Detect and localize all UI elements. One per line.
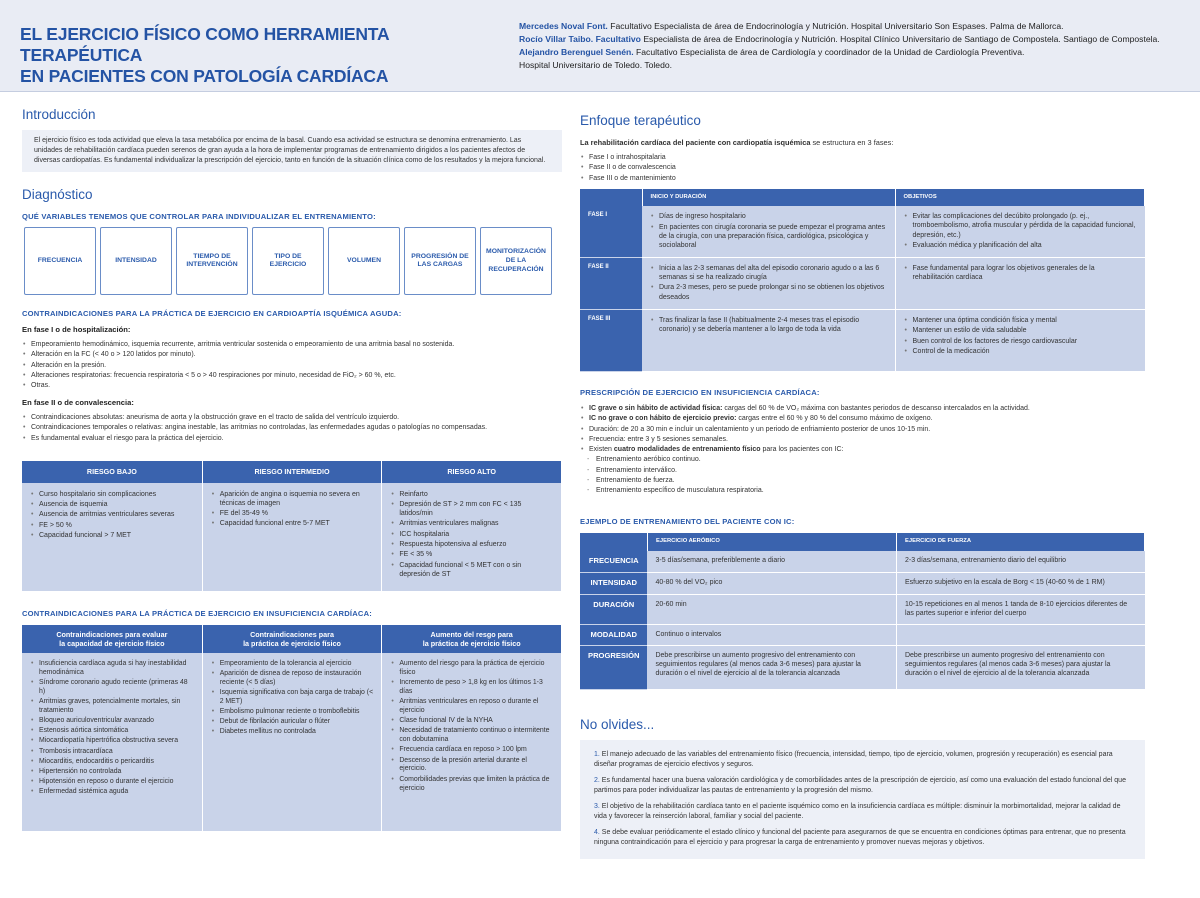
variable-box: TIEMPO DE INTERVENCIÓN bbox=[176, 227, 248, 295]
variables-row bbox=[24, 227, 562, 295]
list-item: - Entrenamiento de fuerza. bbox=[580, 476, 1145, 485]
list-item: • Fase II o de convalescencia bbox=[580, 163, 1145, 172]
ej-row-label: PROGRESIÓN bbox=[580, 646, 647, 690]
list-item: • Fase III o de mantenimiento bbox=[580, 174, 1145, 183]
phase-label: FASE III bbox=[580, 310, 642, 372]
modalidades-list bbox=[580, 455, 1145, 495]
list-item: • Bloqueo auriculoventricular avanzado bbox=[30, 717, 194, 726]
variable-box: VOLUMEN bbox=[328, 227, 400, 295]
ic-header: Contraindicaciones para evaluar la capacidad de ejercicio físico bbox=[22, 625, 202, 653]
list-item: • Miocarditis, endocarditis o pericarditis bbox=[30, 758, 194, 767]
contra-ic-subtitle: CONTRAINDICACIONES PARA LA PRÁCTICA DE EJERCICIO EN INSUFICIENCIA CARDÍACA: bbox=[22, 608, 372, 618]
list-item: • IC grave o sin hábito de actividad física: cargas del 60 % de VO₂ máxima con bastantes periodos de descanso intercalados en la actividad. bbox=[580, 404, 1145, 413]
ic-cell bbox=[22, 653, 202, 831]
list-item: - Entrenamiento específico de musculatura respiratoria. bbox=[580, 486, 1145, 495]
contra-isquemica-subtitle: CONTRAINDICACIONES PARA LA PRÁCTICA DE EJERCICIO EN CARDIOAPTÍA ISQUÉMICA AGUDA: bbox=[22, 309, 402, 319]
ejemplo-table bbox=[580, 533, 1145, 690]
list-item: • Hipertensión no controlada bbox=[30, 768, 194, 777]
phase-label: FASE II bbox=[580, 258, 642, 310]
phase-inicio bbox=[642, 258, 895, 310]
list-item: 2. Es fundamental hacer una buena valoración cardiológica y de comorbilidades antes de la prescripción de ejercicio, así como una evaluación del estado funcional del que partimos para poder individualizar las pautas de entrenamiento y la progresión del mismo. bbox=[594, 776, 1126, 795]
list-item: • Ausencia de isquemia bbox=[30, 500, 194, 509]
ej-cell: 2-3 días/semana, entrenamiento diario del equilibrio bbox=[896, 551, 1144, 573]
ejemplo-subtitle: EJEMPLO DE ENTRENAMIENTO DEL PACIENTE CON IC: bbox=[580, 517, 795, 527]
phases-corner bbox=[580, 189, 642, 207]
list-item: • Capacidad funcional > 7 MET bbox=[30, 531, 194, 540]
list-item: • Contraindicaciones absolutas: aneurisma de aorta y la obstrucción grave en el tracto de salida del ventrículo izquierdo. bbox=[22, 413, 562, 422]
list-item: • Empeoramiento de la tolerancia al ejercicio bbox=[211, 660, 374, 669]
ej-cell: 20-60 min bbox=[647, 595, 896, 625]
intro-text: El ejercicio físico es toda actividad que eleva la tasa metabólica por encima de la basal. Cuando esa actividad se estructura se denomina entrenamiento. Las unidades de rehabilitación cardíaca pueden serenos de gran ayuda a la hora de implementar programas de entrenamiento dirigidos a los pacientes afectos de diversas cardiopatías. Es fundamental individualizar la prescripción del ejercicio, tanto en función de la situación clínica como de los resultados y la mejora funcional. bbox=[22, 130, 562, 172]
variable-box: TIPO DE EJERCICIO bbox=[252, 227, 324, 295]
ic-cell bbox=[202, 653, 382, 831]
list-item: • Incremento de peso > 1,8 kg en los últimos 1-3 días bbox=[390, 679, 553, 697]
author-line: Alejandro Berenguel Senén. Facultativo Especialista de área de Cardiología y coordinador de la Unidad de Cardiología Preventiva. bbox=[519, 46, 1025, 57]
list-item: • Mantener una óptima condición física y mental bbox=[904, 316, 1137, 325]
list-item: • Insuficiencia cardíaca aguda si hay inestabilidad hemodinámica bbox=[30, 660, 194, 678]
list-item: • Otras. bbox=[22, 381, 562, 390]
risk-cell bbox=[202, 483, 382, 591]
list-item: • Alteraciones respiratorias: frecuencia respiratoria < 5 o > 40 respiraciones por minuto, necesidad de FiO₂ > 60 %, etc. bbox=[22, 371, 562, 380]
fase2-heading: En fase II o de convalescencia: bbox=[22, 398, 134, 408]
list-item: • FE < 35 % bbox=[390, 550, 553, 559]
list-item: 1. El manejo adecuado de las variables del entrenamiento físico (frecuencia, intensidad, tiempo, tipo de ejercicio, volumen, progresión y recuperación) es esencial para diseñar programas de ejercicio efectivos y seguros. bbox=[594, 750, 1113, 769]
list-item: • Existen cuatro modalidades de entrenamiento físico para los pacientes con IC: bbox=[580, 445, 1145, 454]
author-line: Hospital Universitario de Toledo. Toledo. bbox=[519, 59, 673, 70]
variable-box: INTENSIDAD bbox=[100, 227, 172, 295]
phase-inicio bbox=[642, 310, 895, 372]
list-item: • Control de la medicación bbox=[904, 347, 1137, 356]
list-item: • Evitar las complicaciones del decúbito prolongado (p. ej., tromboembolismo, atrofia muscular y pérdida de la capacidad funcional, depresión, etc.) bbox=[904, 212, 1137, 239]
risk-header: RIESGO ALTO bbox=[382, 461, 562, 483]
list-item: • Capacidad funcional entre 5-7 MET bbox=[211, 519, 374, 528]
list-item: • Aparición de disnea de reposo de instauración reciente (< 5 días) bbox=[211, 670, 374, 688]
ej-row-label: DURACIÓN bbox=[580, 595, 647, 625]
list-item: • IC no grave o con hábito de ejercicio previo: cargas entre el 60 % y 80 % del consumo máximo de oxígeno. bbox=[580, 414, 1145, 423]
phases-table bbox=[580, 189, 1145, 372]
phase-objetivos bbox=[895, 258, 1145, 310]
ic-header: Contraindicaciones para la práctica de ejercicio físico bbox=[202, 625, 382, 653]
list-item: • Comorbilidades previas que limiten la práctica de ejercicio bbox=[390, 776, 553, 794]
list-item: • Debut de fibrilación auricular o flúter bbox=[211, 718, 374, 727]
list-item: • Arritmias ventriculares en reposo o durante el ejercicio bbox=[390, 698, 553, 716]
phases-list bbox=[580, 153, 1145, 183]
variable-box: FRECUENCIA bbox=[24, 227, 96, 295]
list-item: - Entrenamiento interválico. bbox=[580, 466, 1145, 475]
ej-row-label: MODALIDAD bbox=[580, 625, 647, 646]
left-column bbox=[22, 106, 562, 831]
risk-table bbox=[22, 461, 562, 591]
phase-label: FASE I bbox=[580, 206, 642, 257]
list-item: • Alteración en la presión. bbox=[22, 361, 562, 370]
fase1-list bbox=[22, 340, 562, 390]
right-column bbox=[580, 106, 1145, 859]
list-item: • Inicia a las 2-3 semanas del alta del episodio coronario agudo o a las 6 semanas si se ha realizado cirugía bbox=[650, 264, 887, 282]
prescripcion-list bbox=[580, 404, 1145, 454]
list-item: • Reinfarto bbox=[390, 490, 553, 499]
author-line: Rocío Villar Taibo. Facultativo Especialista de área de Endocrinología y Nutrición. Hospital Clínico Universitario de Santiago de Compostela. Santiago de Compostela. bbox=[519, 33, 1160, 44]
list-item: • Ausencia de arritmias ventriculares severas bbox=[30, 510, 194, 519]
list-item: • Contraindicaciones temporales o relativas: angina inestable, las arritmias no controladas, las enfermedades agudas o patologías no compensadas. bbox=[22, 423, 562, 432]
ej-cell: Debe prescribirse un aumento progresivo del entrenamiento con seguimientos regulares (al menos cada 3-6 meses) para ajustar la duración o el nivel de ejercicio al de la tolerancia alcanzada bbox=[647, 646, 896, 690]
risk-header: RIESGO BAJO bbox=[22, 461, 202, 483]
ej-cell: Esfuerzo subjetivo en la escala de Borg < 15 (40-60 % de 1 RM) bbox=[896, 573, 1144, 595]
list-item: • Aparición de angina o isquemia no severa en técnicas de imagen bbox=[211, 490, 374, 508]
enfoque-intro: La rehabilitación cardíaca del paciente con cardiopatía isquémica se estructura en 3 fases: bbox=[580, 137, 894, 147]
phases-header: OBJETIVOS bbox=[895, 189, 1145, 207]
ej-row-label: FRECUENCIA bbox=[580, 551, 647, 573]
ic-contra-table bbox=[22, 625, 562, 831]
list-item: • En pacientes con cirugía coronaria se puede empezar el programa antes de la cirugía, con una preparación física, cardiológica, psicológica y sociolaboral bbox=[650, 223, 887, 250]
variables-subtitle: QUÉ VARIABLES TENEMOS QUE CONTROLAR PARA INDIVIDUALIZAR EL ENTRENAMIENTO: bbox=[22, 211, 376, 221]
ej-header: EJERCICIO DE FUERZA bbox=[896, 533, 1144, 551]
prescripcion-subtitle: PRESCRIPCIÓN DE EJERCICIO EN INSUFICIENCIA CARDÍACA: bbox=[580, 388, 820, 398]
list-item: • Buen control de los factores de riesgo cardiovascular bbox=[904, 337, 1137, 346]
poster-header bbox=[0, 0, 1200, 92]
list-item: • Hipotensión en reposo o durante el ejercicio bbox=[30, 778, 194, 787]
list-item: • Isquemia significativa con baja carga de trabajo (< 2 MET) bbox=[211, 689, 374, 707]
risk-cell bbox=[22, 483, 202, 591]
list-item: • Clase funcional IV de la NYHA bbox=[390, 717, 553, 726]
list-item: • Enfermedad sistémica aguda bbox=[30, 788, 194, 797]
list-item: • Curso hospitalario sin complicaciones bbox=[30, 490, 194, 499]
variable-box: PROGRESIÓN DE LAS CARGAS bbox=[404, 227, 476, 295]
poster-title: EL EJERCICIO FÍSICO COMO HERRAMIENTA TERAPÉUTICA EN PACIENTES CON PATOLOGÍA CARDÍACA bbox=[20, 24, 389, 86]
list-item: • Estenosis aórtica sintomática bbox=[30, 727, 194, 736]
variable-box: MONITORIZACIÓN DE LA RECUPERACIÓN bbox=[480, 227, 552, 295]
list-item: 3. El objetivo de la rehabilitación cardíaca tanto en el paciente isquémico como en la insuficiencia cardíaca es múltiple: disminuir la morbimortalidad, mejorar la calidad de vida y favorecer la reinserción laboral, familiar y social del paciente. bbox=[594, 802, 1121, 821]
ej-cell: 40-80 % del VO₂ pico bbox=[647, 573, 896, 595]
phase-objetivos bbox=[895, 310, 1145, 372]
list-item: • Capacidad funcional < 5 MET con o sin depresión de ST bbox=[390, 561, 553, 579]
author-line: Mercedes Noval Font. Facultativo Especialista de área de Endocrinología y Nutrición. Hospital Universitario Son Espases. Palma de Mallorca. bbox=[519, 21, 1064, 31]
list-item: • Aumento del riesgo para la práctica de ejercicio físico bbox=[390, 660, 553, 678]
phase-objetivos bbox=[895, 206, 1145, 257]
ej-cell: 10-15 repeticiones en al menos 1 tanda de 8-10 ejercicios diferentes de las partes superior e inferior del cuerpo bbox=[896, 595, 1144, 625]
ej-header: EJERCICIO AERÓBICO bbox=[647, 533, 896, 551]
list-item: • Fase I o intrahospitalaria bbox=[580, 153, 1145, 162]
list-item: • Dura 2-3 meses, pero se puede prolongar si no se obtienen los objetivos deseados bbox=[650, 283, 887, 301]
list-item: • Tras finalizar la fase II (habitualmente 2-4 meses tras el episodio coronario) y se debería mantener a lo largo de toda la vida bbox=[650, 316, 887, 334]
list-item: • Arritmias ventriculares malignas bbox=[390, 519, 553, 528]
ej-corner bbox=[580, 533, 647, 551]
list-item: • Respuesta hipotensiva al esfuerzo bbox=[390, 540, 553, 549]
authors-block bbox=[519, 20, 1189, 72]
ej-cell: Debe prescribirse un aumento progresivo del entrenamiento con seguimientos regulares (al menos cada 3-6 meses) para ajustar la duración o el nivel de ejercicio al de la tolerancia alcanzada bbox=[896, 646, 1144, 690]
list-item: • ICC hospitalaria bbox=[390, 530, 553, 539]
list-item: • Fase fundamental para lograr los objetivos generales de la rehabilitación cardíaca bbox=[904, 264, 1137, 282]
list-item: • Arritmias graves, potencialmente mortales, sin tratamiento bbox=[30, 698, 194, 716]
list-item: • FE del 35-49 % bbox=[211, 509, 374, 518]
list-item: • Mantener un estilo de vida saludable bbox=[904, 326, 1137, 335]
list-item: • Días de ingreso hospitalario bbox=[650, 212, 887, 221]
section-title-no-olvides: No olvides... bbox=[580, 717, 655, 733]
list-item: • Es fundamental evaluar el riesgo para la práctica del ejercicio. bbox=[22, 434, 562, 443]
section-title-enfoque: Enfoque terapéutico bbox=[580, 113, 701, 128]
list-item: • Miocardiopatía hipertrófica obstructiva severa bbox=[30, 737, 194, 746]
list-item: • Necesidad de tratamiento continuo o intermitente con dobutamina bbox=[390, 727, 553, 745]
list-item: - Entrenamiento aeróbico continuo. bbox=[580, 455, 1145, 464]
ej-cell: Continuo o intervalos bbox=[647, 625, 896, 646]
risk-cell bbox=[382, 483, 562, 591]
ic-cell bbox=[382, 653, 562, 831]
ic-header: Aumento del resgo para la práctica de ejercicio físico bbox=[382, 625, 562, 653]
risk-header: RIESGO INTERMEDIO bbox=[202, 461, 382, 483]
list-item: • Alteración en la FC (< 40 o > 120 latidos por minuto). bbox=[22, 350, 562, 359]
list-item: • Descenso de la presión arterial durante el ejercicio. bbox=[390, 757, 553, 775]
phase-inicio bbox=[642, 206, 895, 257]
ej-cell: 3-5 días/semana, preferiblemente a diario bbox=[647, 551, 896, 573]
list-item: • Embolismo pulmonar reciente o tromboflebitis bbox=[211, 708, 374, 717]
list-item: • Síndrome coronario agudo reciente (primeras 48 h) bbox=[30, 679, 194, 697]
section-title-diagnostico: Diagnóstico bbox=[22, 186, 93, 202]
list-item: • Trombosis intracardíaca bbox=[30, 748, 194, 757]
list-item: • FE > 50 % bbox=[30, 521, 194, 530]
list-item: • Diabetes mellitus no controlada bbox=[211, 728, 374, 737]
fase1-heading: En fase I o de hospitalización: bbox=[22, 325, 131, 335]
ej-cell bbox=[896, 625, 1144, 646]
list-item: • Frecuencia cardíaca en reposo > 100 lpm bbox=[390, 746, 553, 755]
ej-row-label: INTENSIDAD bbox=[580, 573, 647, 595]
section-title-intro: Introducción bbox=[22, 107, 96, 122]
list-item: • Duración: de 20 a 30 min e incluir un calentamiento y un periodo de enfriamiento posterior de unos 10-15 min. bbox=[580, 425, 1145, 434]
fase2-list bbox=[22, 413, 562, 443]
list-item: • Empeoramiento hemodinámico, isquemia recurrente, arritmia ventricular sostenida o empeoramiento de una arritmia basal no sostenida. bbox=[22, 340, 562, 349]
phases-header: INICIO Y DURACIÓN bbox=[642, 189, 895, 207]
list-item: • Frecuencia: entre 3 y 5 sesiones semanales. bbox=[580, 435, 1145, 444]
no-olvides-box bbox=[580, 740, 1145, 859]
list-item: 4. Se debe evaluar periódicamente el estado clínico y funcional del paciente para asegurarnos de que se encuentra en condiciones óptimas para entrenar, que no presenta ninguna contraindicación para el ejercicio y para progresar la carga de entrenamiento y promover nuevas mejoras y objetivos. bbox=[594, 828, 1126, 847]
list-item: • Evaluación médica y planificación del alta bbox=[904, 241, 1137, 250]
list-item: • Depresión de ST > 2 mm con FC < 135 latidos/min bbox=[390, 500, 553, 518]
